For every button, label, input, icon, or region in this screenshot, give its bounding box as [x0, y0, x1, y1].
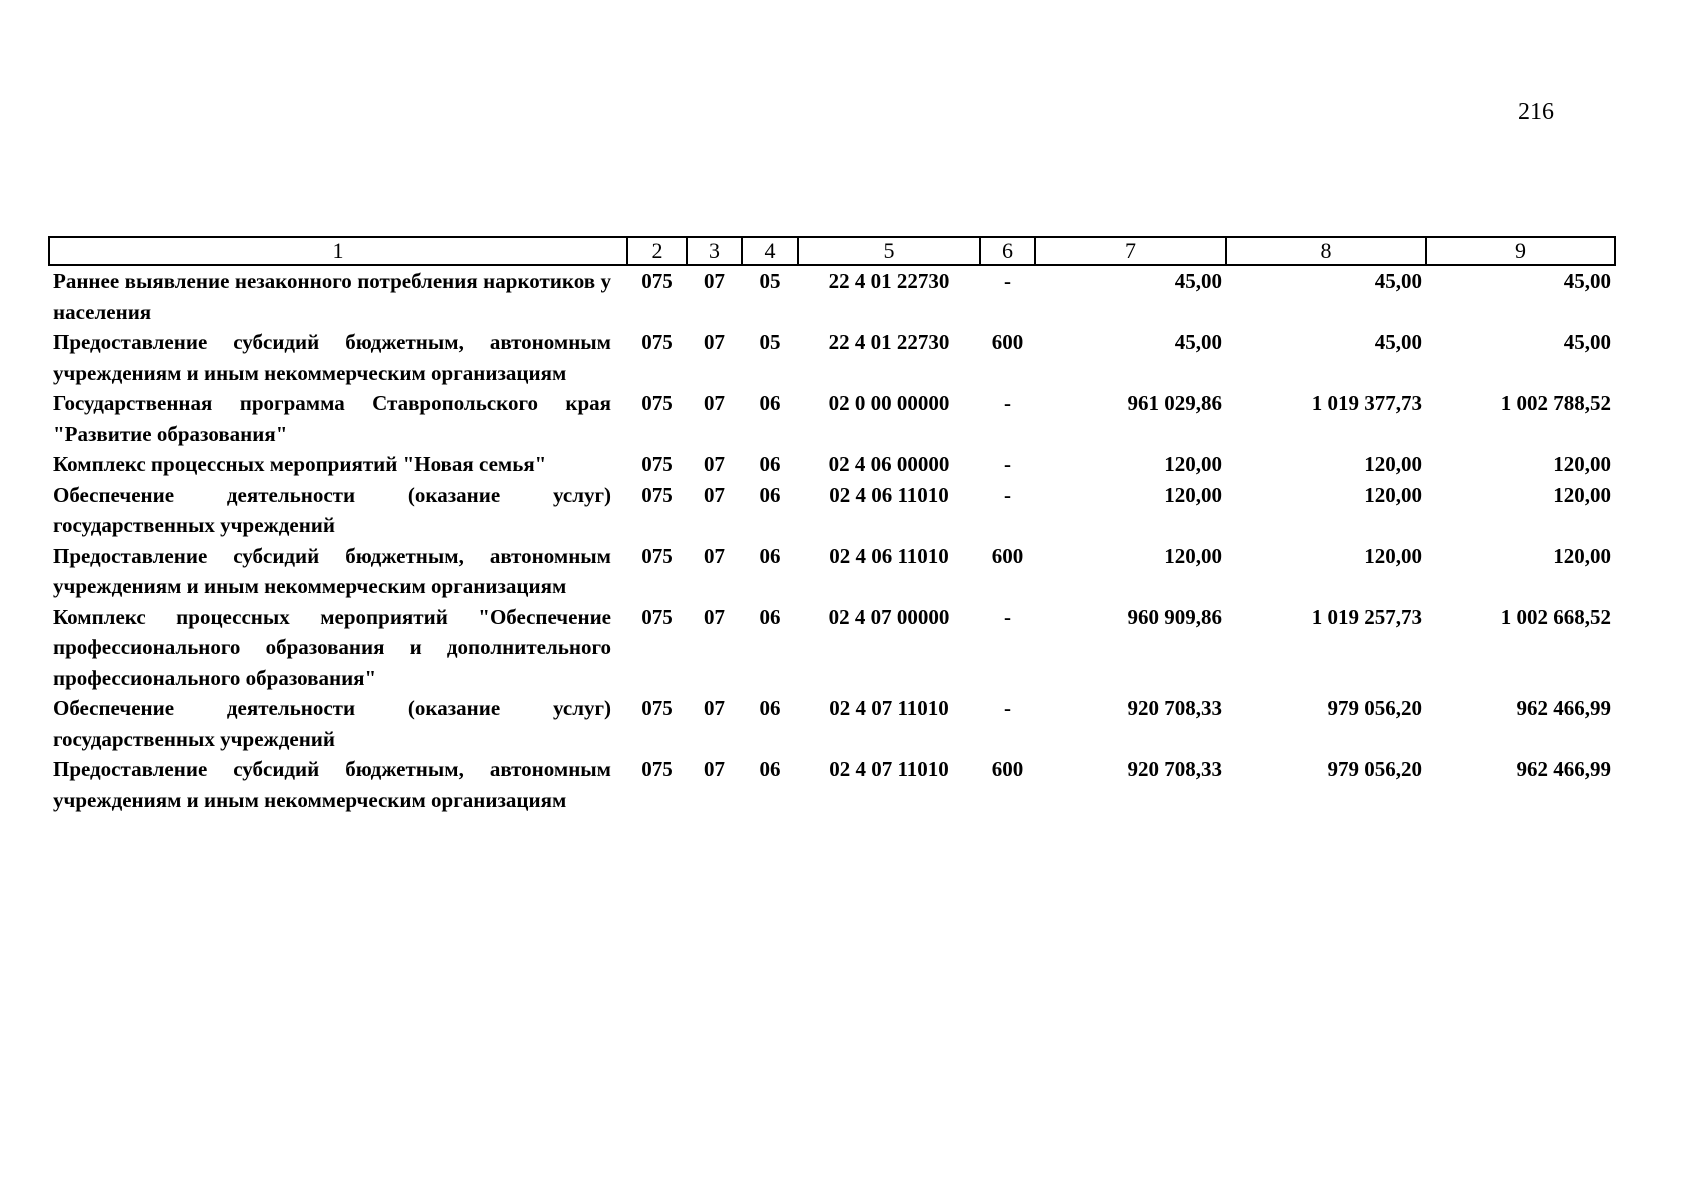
ministry-code: 075 [641, 696, 673, 720]
subsection-code: 06 [759, 452, 781, 476]
column-header: 7 [1035, 237, 1226, 265]
column-header: 6 [980, 237, 1035, 265]
column-header: 4 [742, 237, 798, 265]
item-name: Предоставление субсидий бюджетным, автономным учреждениям и иным некоммерческим организациям [53, 330, 611, 385]
subsection-code: 06 [759, 543, 781, 568]
section-code: 07 [704, 543, 725, 568]
target-article-code: 02 4 07 00000 [828, 604, 950, 629]
amount-year-2: 120,00 [1364, 482, 1422, 507]
amount-year-1: 961 029,86 [1127, 391, 1222, 415]
ministry-code: 075 [641, 269, 673, 293]
table-row [49, 388, 1615, 449]
expense-type-code: - [1004, 696, 1011, 720]
target-article-code: 22 4 01 22730 [828, 330, 950, 354]
amount-year-3: 45,00 [1563, 330, 1611, 354]
table-header-row [49, 237, 1615, 265]
section-code: 07 [704, 269, 725, 293]
amount-year-2: 45,00 [1374, 269, 1422, 293]
amount-year-1: 960 909,86 [1127, 604, 1222, 629]
amount-year-2: 45,00 [1374, 330, 1422, 354]
subsection-code: 06 [759, 604, 781, 629]
section-code: 07 [704, 757, 725, 781]
target-article-code: 22 4 01 22730 [828, 269, 950, 293]
amount-year-1: 120,00 [1164, 543, 1222, 568]
column-header: 1 [49, 237, 627, 265]
item-name: Предоставление субсидий бюджетным, автономным учреждениям и иным некоммерческим организациям [53, 543, 611, 598]
target-article-code: 02 0 00 00000 [828, 391, 950, 415]
target-article-code: 02 4 07 11010 [829, 696, 949, 720]
amount-year-1: 45,00 [1174, 269, 1222, 293]
target-article-code: 02 4 06 00000 [828, 452, 950, 476]
item-name: Комплекс процессных мероприятий "Обеспечение профессионального образования и дополнительного профессионального образования" [53, 604, 611, 690]
ministry-code: 075 [641, 757, 673, 781]
ministry-code: 075 [641, 543, 673, 568]
amount-year-3: 120,00 [1553, 543, 1611, 568]
section-code: 07 [704, 330, 725, 354]
amount-year-3: 962 466,99 [1516, 696, 1611, 720]
item-name: Предоставление субсидий бюджетным, автономным учреждениям и иным некоммерческим организациям [53, 757, 611, 812]
amount-year-1: 45,00 [1174, 330, 1222, 354]
subsection-code: 06 [759, 482, 781, 507]
subsection-code: 05 [759, 330, 781, 354]
subsection-code: 06 [759, 757, 781, 781]
table-row [49, 265, 1615, 327]
ministry-code: 075 [641, 391, 673, 415]
amount-year-2: 979 056,20 [1327, 757, 1422, 781]
ministry-code: 075 [641, 452, 673, 476]
table-row [49, 449, 1615, 480]
amount-year-3: 45,00 [1563, 269, 1611, 293]
table-row [49, 693, 1615, 754]
subsection-code: 06 [759, 391, 781, 415]
amount-year-1: 120,00 [1164, 452, 1222, 476]
amount-year-3: 962 466,99 [1516, 757, 1611, 781]
section-code: 07 [704, 391, 725, 415]
expense-type-code: 600 [991, 543, 1024, 568]
subsection-code: 05 [759, 269, 781, 293]
table-row [49, 754, 1615, 815]
table-row [49, 480, 1615, 541]
amount-year-2: 979 056,20 [1327, 696, 1422, 720]
amount-year-1: 120,00 [1164, 482, 1222, 507]
amount-year-2: 120,00 [1364, 452, 1422, 476]
amount-year-3: 1 002 668,52 [1500, 604, 1611, 629]
subsection-code: 06 [759, 696, 781, 720]
amount-year-2: 1 019 377,73 [1311, 391, 1422, 415]
column-header: 9 [1426, 237, 1615, 265]
item-name: Обеспечение деятельности (оказание услуг) государственных учреждений [53, 482, 611, 537]
section-code: 07 [704, 696, 725, 720]
amount-year-3: 120,00 [1553, 482, 1611, 507]
item-name: Обеспечение деятельности (оказание услуг) государственных учреждений [53, 696, 611, 751]
table-row [49, 541, 1615, 602]
expense-type-code: - [1004, 452, 1011, 476]
amount-year-2: 1 019 257,73 [1311, 604, 1422, 629]
section-code: 07 [704, 452, 725, 476]
ministry-code: 075 [641, 604, 673, 629]
expense-type-code: - [1004, 482, 1011, 507]
column-header: 2 [627, 237, 687, 265]
target-article-code: 02 4 06 11010 [829, 543, 949, 568]
ministry-code: 075 [641, 330, 673, 354]
target-article-code: 02 4 07 11010 [829, 757, 949, 781]
amount-year-1: 920 708,33 [1127, 696, 1222, 720]
section-code: 07 [704, 482, 725, 507]
expense-type-code: 600 [991, 757, 1024, 781]
item-name: Комплекс процессных мероприятий "Новая семья" [53, 452, 547, 476]
column-header: 8 [1226, 237, 1426, 265]
budget-table [48, 236, 1616, 815]
item-name: Раннее выявление незаконного потребления наркотиков у населения [53, 269, 611, 324]
expense-type-code: - [1004, 269, 1011, 293]
amount-year-3: 120,00 [1553, 452, 1611, 476]
table-row [49, 602, 1615, 694]
amount-year-3: 1 002 788,52 [1500, 391, 1611, 415]
expense-type-code: - [1004, 604, 1011, 629]
column-header: 3 [687, 237, 742, 265]
column-header: 5 [798, 237, 980, 265]
section-code: 07 [704, 604, 725, 629]
expense-type-code: 600 [991, 330, 1024, 354]
target-article-code: 02 4 06 11010 [829, 482, 949, 507]
page-number: 216 [1518, 99, 1554, 125]
table-row [49, 327, 1615, 388]
item-name: Государственная программа Ставропольского края "Развитие образования" [53, 391, 611, 446]
amount-year-2: 120,00 [1364, 543, 1422, 568]
ministry-code: 075 [641, 482, 673, 507]
amount-year-1: 920 708,33 [1127, 757, 1222, 781]
expense-type-code: - [1004, 391, 1011, 415]
